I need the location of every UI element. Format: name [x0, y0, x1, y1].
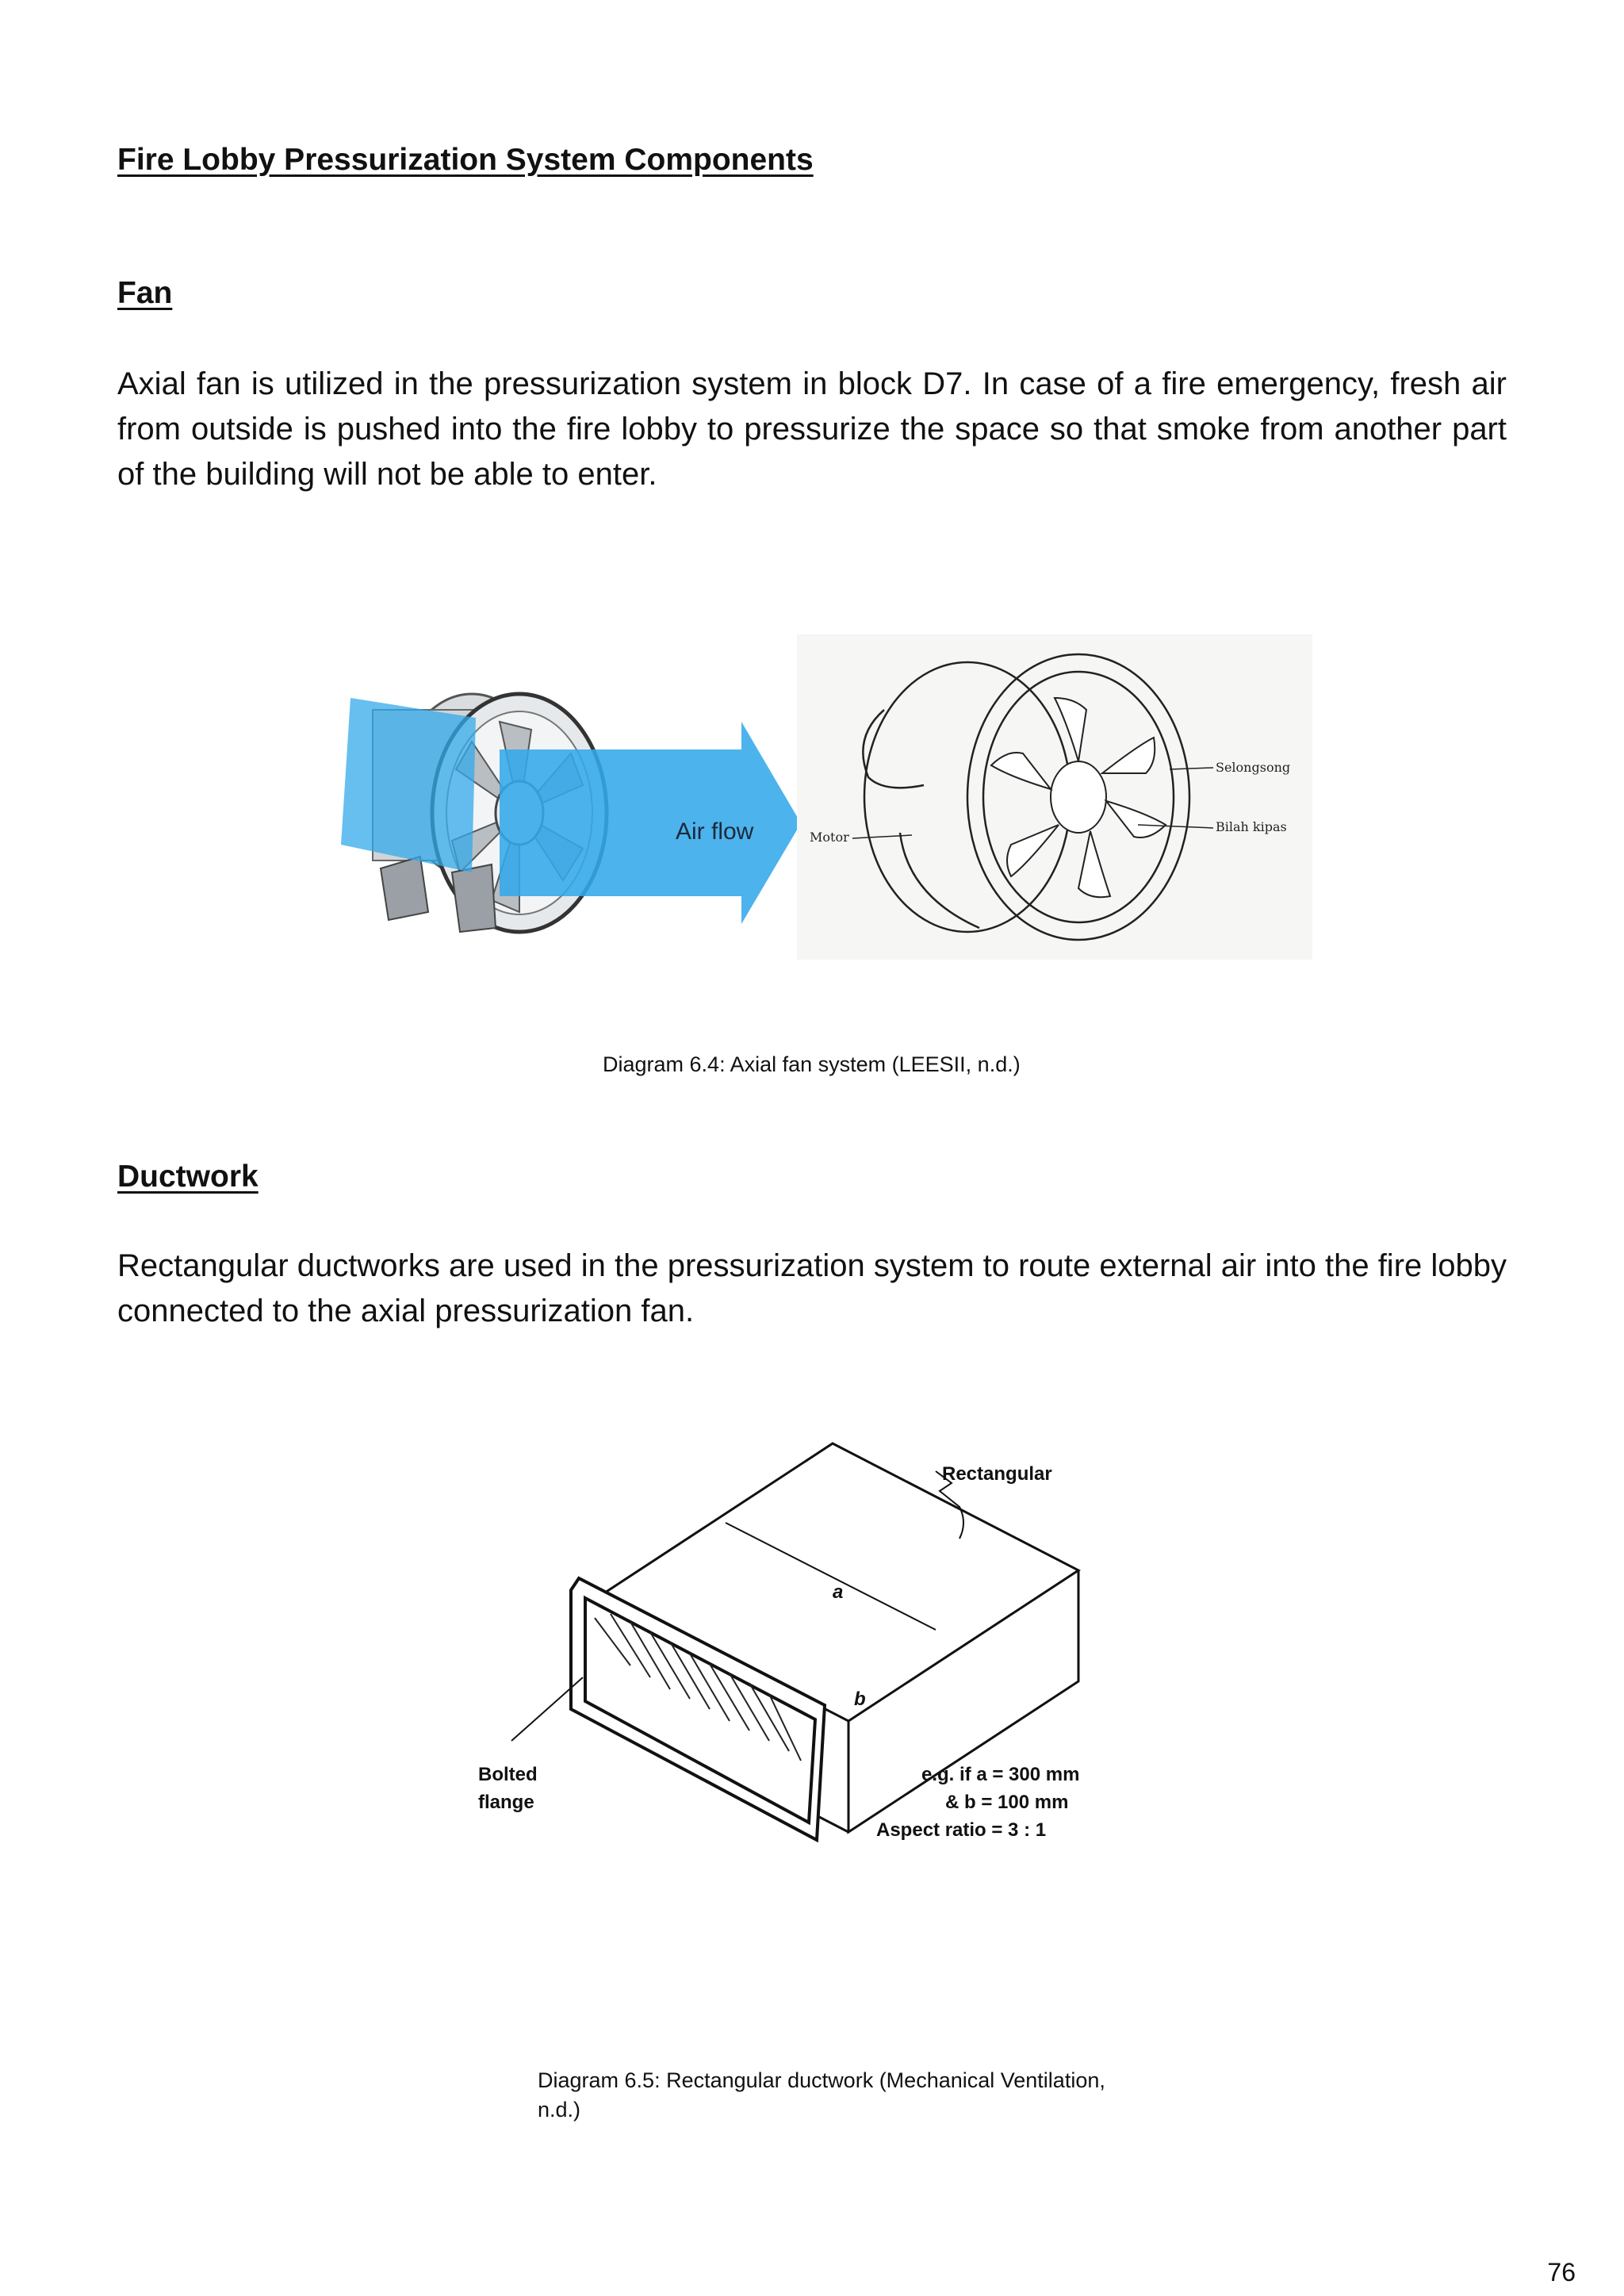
ductwork-paragraph: Rectangular ductworks are used in the pressurization system to route external air into the fire lobby connected to the axial pressurization fan.: [117, 1248, 1507, 1328]
ductwork-heading: Ductwork: [117, 1159, 259, 1194]
motor-label: Motor: [810, 830, 849, 845]
duct-figure-caption-line2: n.d.): [538, 2098, 581, 2122]
axial-fan-illustration: [341, 674, 801, 944]
example-line2: & b = 100 mm: [945, 1792, 1069, 1813]
axial-fan-diagram: [797, 634, 1312, 960]
flange-label-line1: Bolted: [478, 1764, 538, 1785]
blade-label: Bilah kipas: [1216, 819, 1287, 834]
rectangular-duct-diagram: [460, 1404, 1134, 1864]
section-title: Fire Lobby Pressurization System Components: [117, 143, 814, 177]
airflow-label: Air flow: [676, 818, 754, 845]
airflow-arrow: [500, 722, 801, 924]
flange-label-line2: flange: [478, 1792, 534, 1813]
fan-paragraph: Axial fan is utilized in the pressurization system in block D7. In case of a fire emergency, fresh air from outside is pushed into the fire lobby to pressurize the space so that smoke from another part of the building will not be able to enter.: [117, 366, 1507, 492]
dimension-a-label: a: [833, 1581, 844, 1603]
dimension-b-label: b: [854, 1688, 866, 1710]
duct-figure-caption-line1: Diagram 6.5: Rectangular ductwork (Mechanical Ventilation,: [538, 2068, 1105, 2092]
example-line3: Aspect ratio = 3 : 1: [876, 1819, 1047, 1841]
fan-heading: Fan: [117, 276, 173, 310]
example-line1: e.g. if a = 300 mm: [921, 1764, 1080, 1785]
page-number: 76: [1547, 2258, 1576, 2286]
fan-figure-caption: Diagram 6.4: Axial fan system (LEESII, n.d.): [603, 1052, 1021, 1076]
casing-label: Selongsong: [1216, 760, 1291, 775]
rectangular-label: Rectangular: [942, 1463, 1052, 1485]
airflow-arrow-back: [341, 698, 476, 872]
